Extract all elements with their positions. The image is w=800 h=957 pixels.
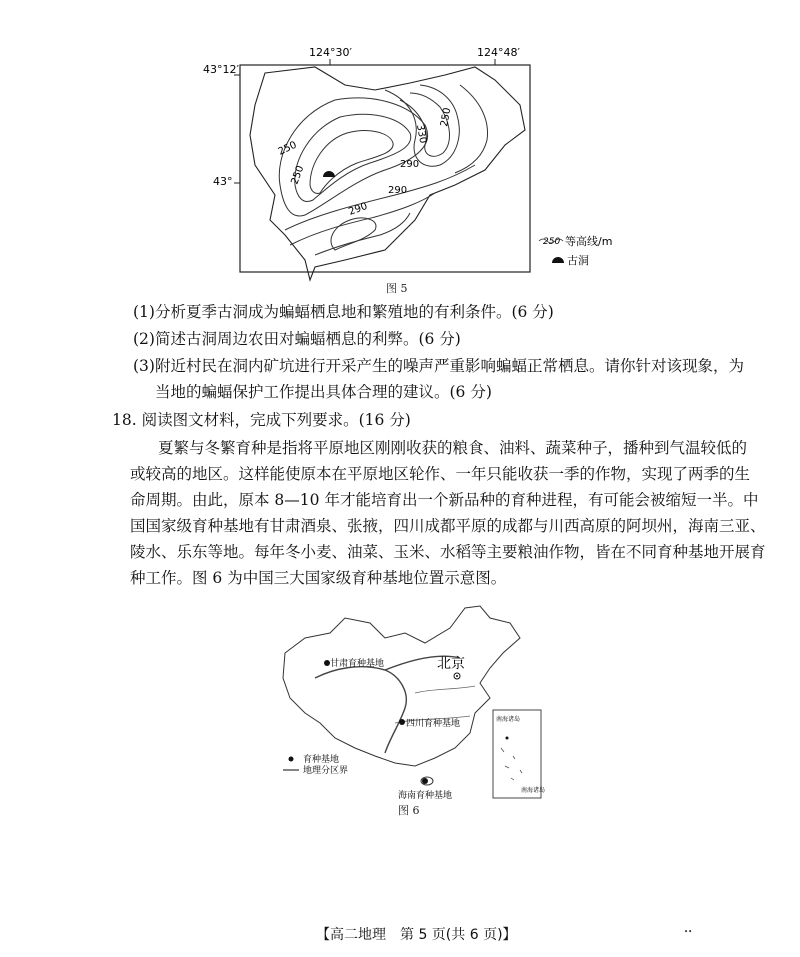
cave-icon: [323, 171, 335, 177]
sichuan-base-label: 四川育种基地: [406, 719, 461, 729]
lon-right-label: 124°48′: [477, 46, 520, 59]
q18-para-line: 国国家级育种基地有甘肃酒泉、张掖，四川成都平原的成都与川西高原的阿坝州，海南三亚、: [130, 517, 766, 535]
china-outline: [283, 606, 520, 766]
q17-sub3-line1: (3)附近村民在洞内矿坑进行开采产生的噪声严重影响蝙蝠正常栖息。请你针对该现象，为: [133, 357, 744, 375]
q17-sub3-line2: 当地的蝙蝠保护工作提出具体合理的建议。(6 分): [155, 383, 492, 401]
sichuan-base-marker: [399, 719, 405, 725]
beijing-label: 北京: [437, 656, 465, 672]
legend-contour-label: 等高线/m: [565, 235, 613, 248]
lat-top-label: 43°12′: [203, 63, 239, 76]
gansu-base-label: 甘肃育种基地: [330, 659, 385, 669]
q18-para-line: 命周期。由此，原本 8—10 年才能培育出一个新品种的育种进程，有可能会被缩短一半。中: [130, 491, 759, 509]
contour-line: [310, 131, 393, 194]
legend-base-label: 育种基地: [303, 755, 340, 765]
terrain-outline: [250, 67, 525, 280]
contour-label: 330: [414, 123, 429, 145]
figure-6-china-map: [275, 598, 545, 803]
figure-5-contour-map: [203, 45, 613, 295]
geographic-boundary: [315, 667, 406, 753]
legend-cave-label: 古洞: [567, 254, 589, 267]
contour-line: [276, 98, 427, 216]
contour-label: 290: [388, 185, 408, 196]
contour-label: 250: [289, 164, 307, 187]
q18-para-line: 种工作。图 6 为中国三大国家级育种基地位置示意图。: [130, 569, 507, 587]
q17-sub1: (1)分析夏季古洞成为蝙蝠栖息地和繁殖地的有利条件。(6 分): [133, 303, 554, 321]
q18-para-line: 或较高的地区。这样能使原本在平原地区轮作、一年只能收获一季的作物，实现了两季的生: [130, 465, 751, 483]
q18-para-line: 夏繁与冬繁育种是指将平原地区刚刚收获的粮食、油料、蔬菜种子，播种到气温较低的: [158, 439, 748, 457]
q18-para-line: 陵水、乐东等地。每年冬小麦、油菜、玉米、水稻等主要粮油作物，皆在不同育种基地开展育: [130, 543, 766, 561]
legend-boundary-label: 地理分区界: [303, 766, 349, 776]
inset-sub-label: 南海诸岛: [521, 787, 546, 794]
contour-line: [455, 85, 488, 173]
figure-5-caption: 图 5: [386, 282, 408, 295]
legend-contour-sample: 250: [543, 237, 561, 247]
q18-header: 18. 阅读图文材料，完成下列要求。(16 分): [112, 411, 411, 429]
legend-cave-icon: [552, 257, 564, 263]
contour-label: 250: [439, 106, 454, 128]
contour-label: 290: [400, 159, 420, 170]
inset-title: 南海诸岛: [496, 716, 521, 723]
figure-6-caption: 图 6: [398, 804, 420, 817]
contour-line: [315, 213, 410, 255]
legend-base-icon: [289, 757, 294, 762]
south-china-sea-inset: [493, 710, 541, 798]
lat-bottom-label: 43°: [213, 175, 233, 188]
hainan-base-label: 海南育种基地: [398, 791, 453, 801]
hainan-base-marker: [422, 778, 428, 784]
contour-label: 250: [276, 139, 299, 158]
corner-mark: ••: [684, 928, 693, 936]
page-footer: 【高二地理 第 5 页(共 6 页)】: [316, 927, 517, 943]
lon-left-label: 124°30′: [309, 46, 352, 59]
contour-label: 290: [347, 200, 369, 218]
q17-sub2: (2)简述古洞周边农田对蝙蝠栖息的利弊。(6 分): [133, 330, 461, 348]
contour-line: [285, 165, 475, 230]
